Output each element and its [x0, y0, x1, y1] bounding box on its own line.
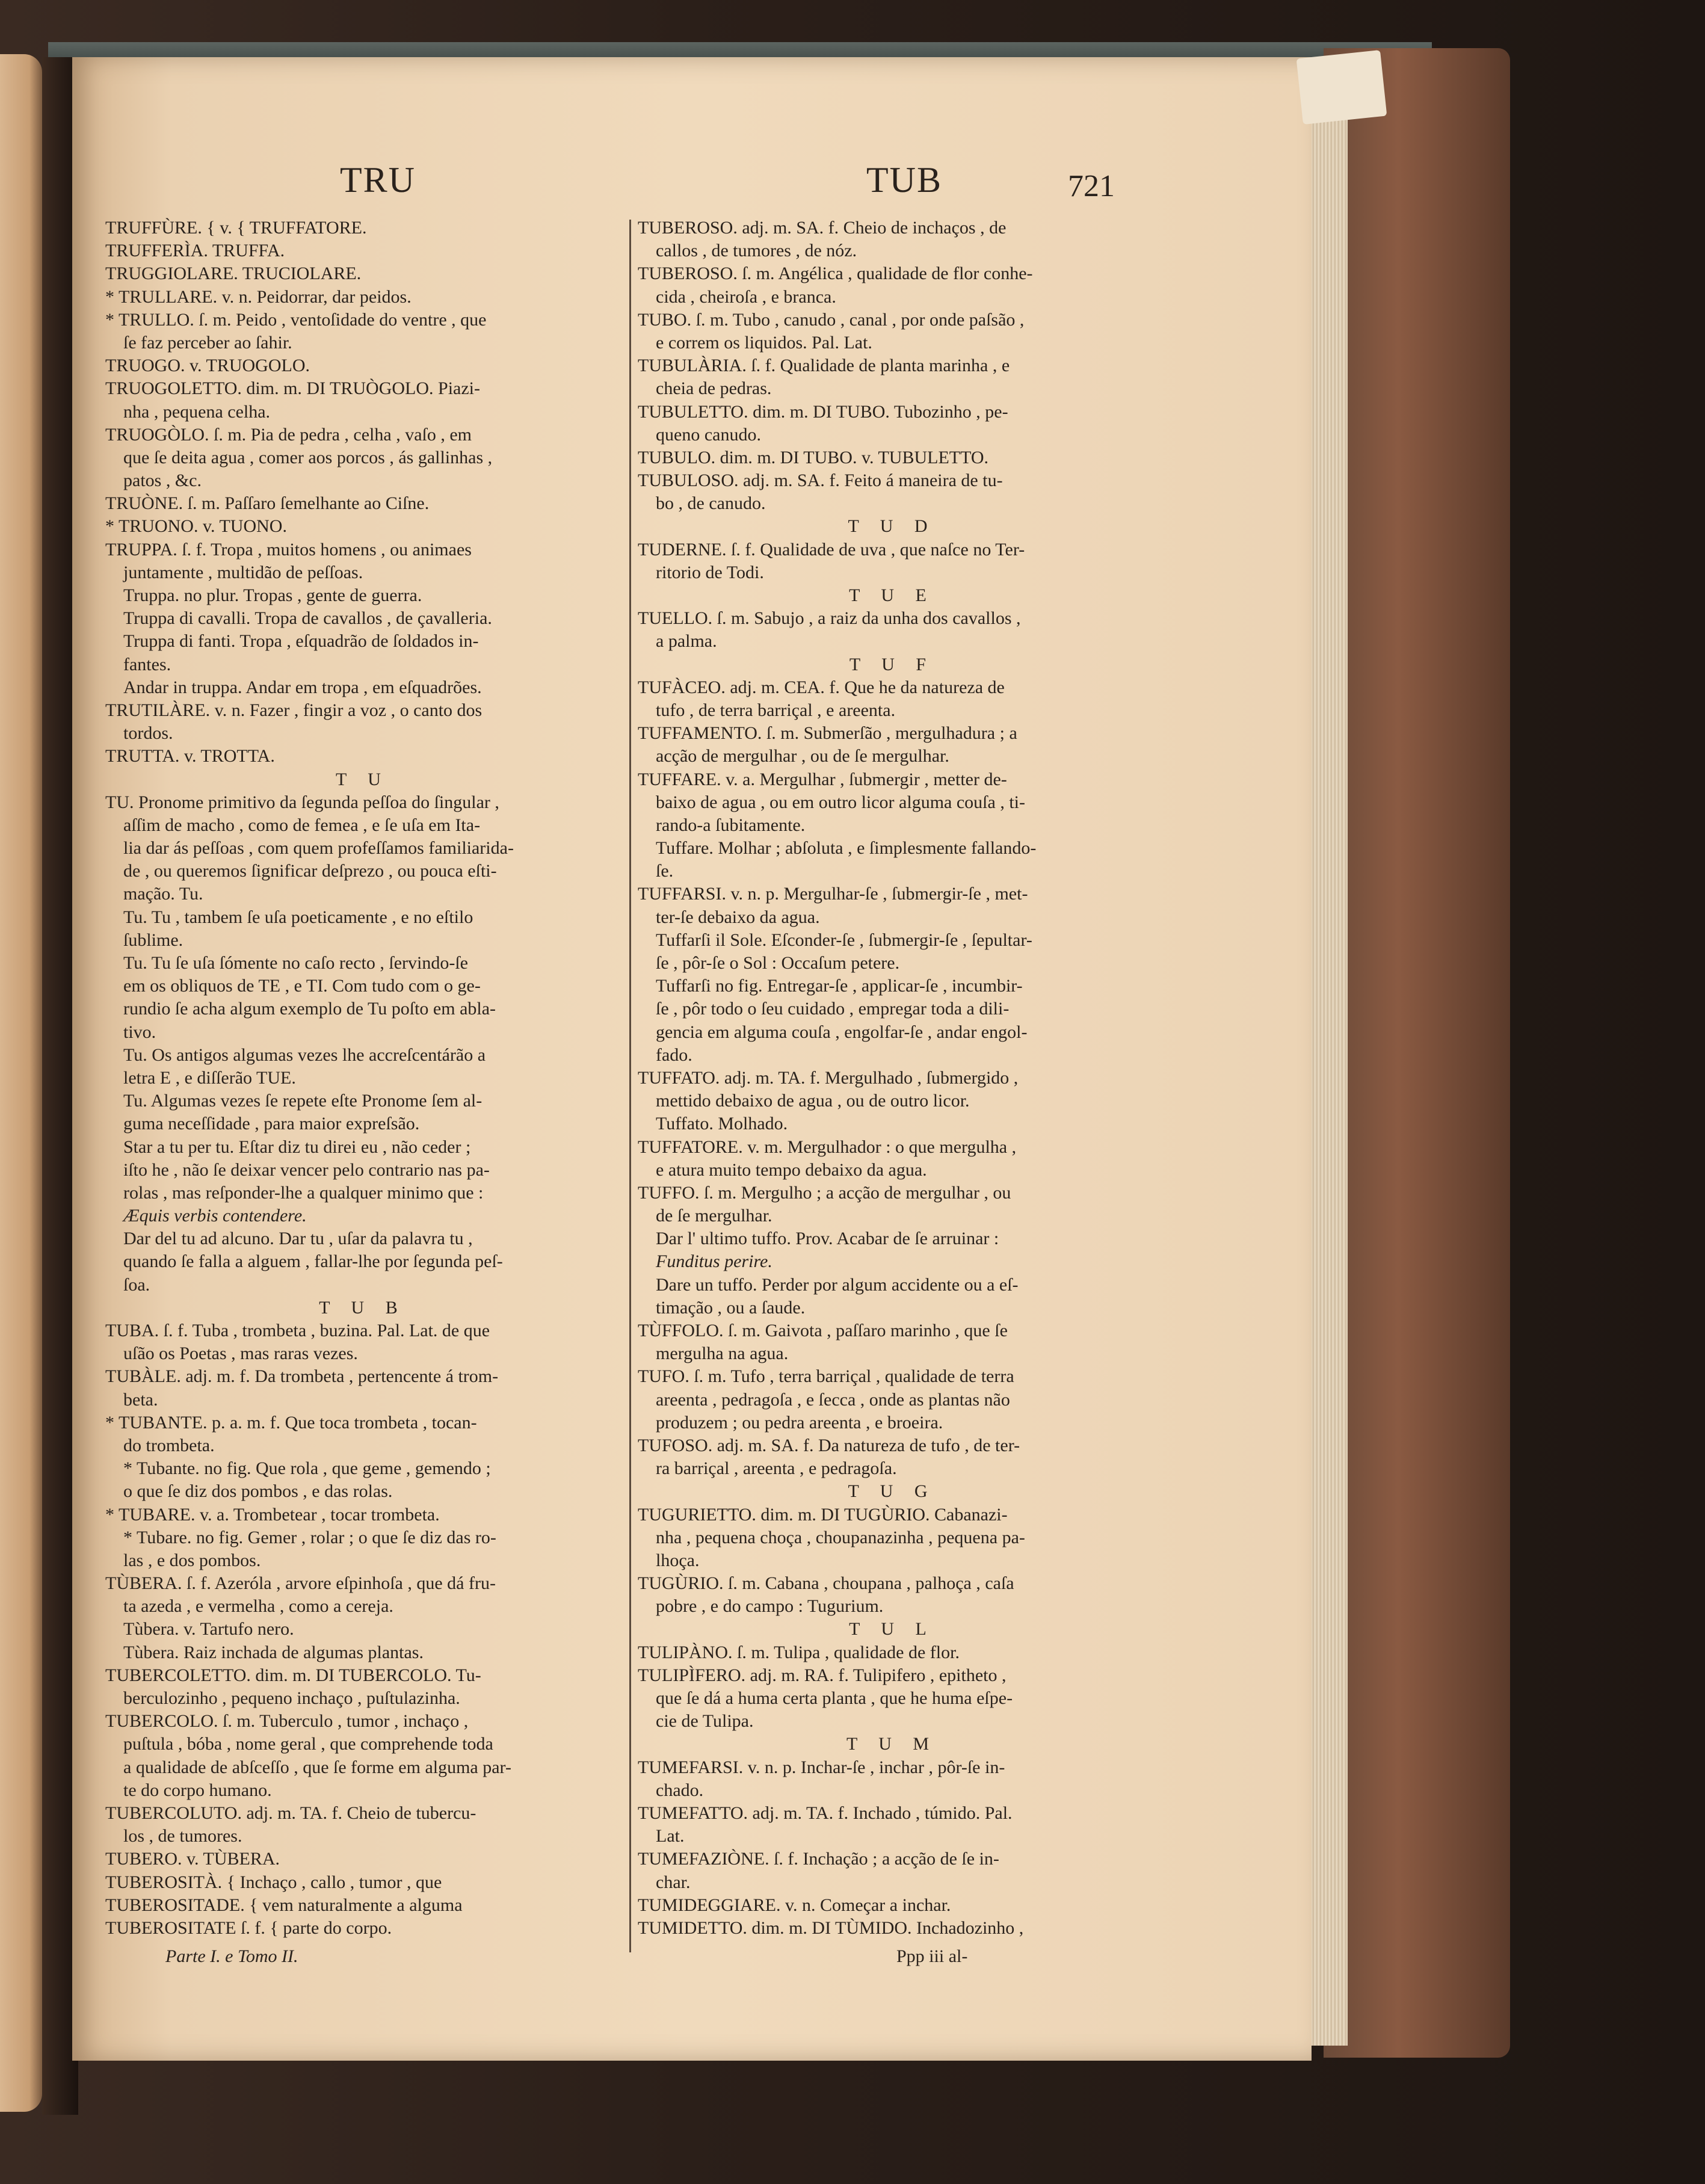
- dictionary-line: e atura muito tempo debaixo da agua.: [656, 1159, 927, 1180]
- dictionary-line: TRUFFÙRE. { v. { TRUFFATORE.: [105, 218, 367, 238]
- book-cover-board: [1324, 48, 1510, 2058]
- dictionary-line: TUFOSO. adj. m. SA. f. Da natureza de tufo , de ter-: [638, 1435, 1020, 1455]
- dictionary-line: TULIPÀNO. ſ. m. Tulipa , qualidade de flor.: [638, 1642, 960, 1662]
- dictionary-line: tordos.: [123, 723, 173, 744]
- section-heading: T U D: [848, 516, 936, 537]
- dictionary-line: TU. Pronome primitivo da ſegunda peſſoa do ſingular ,: [105, 792, 499, 812]
- dictionary-line: TRUOGO. v. TRUOGOLO.: [105, 356, 310, 376]
- dictionary-line: * TRULLARE. v. n. Peidorrar, dar peidos.: [105, 286, 412, 307]
- dictionary-line: TUFFO. ſ. m. Mergulho ; a acção de mergulhar , ou: [638, 1182, 1011, 1203]
- dictionary-line: TUFFARE. v. a. Mergulhar , ſubmergir , metter de-: [638, 769, 1007, 789]
- dictionary-line: beta.: [123, 1389, 158, 1410]
- dictionary-line: quando ſe falla a alguem , fallar-lhe por ſegunda peſ-: [123, 1251, 503, 1272]
- dictionary-line: lhoça.: [656, 1550, 700, 1570]
- dictionary-line: ra barriçal , areenta , e pedragoſa.: [656, 1458, 897, 1479]
- dictionary-line: TUGURIETTO. dim. m. DI TUGÙRIO. Cabanazi-: [638, 1504, 1008, 1525]
- dictionary-line: TRUOGÒLO. ſ. m. Pia de pedra , celha , vaſo , em: [105, 424, 472, 445]
- dictionary-line: Tuffare. Molhar ; abſoluta , e ſimplesmente fallando-: [656, 838, 1037, 859]
- dictionary-line: TUMIDETTO. dim. m. DI TÙMIDO. Inchadozinho ,: [638, 1917, 1024, 1938]
- dictionary-line: Truppa di fanti. Tropa , eſquadrão de ſoldados in-: [123, 631, 479, 652]
- dictionary-line: TUMIDEGGIARE. v. n. Começar a inchar.: [638, 1895, 951, 1915]
- dictionary-line: TRUFFERÌA. TRUFFA.: [105, 241, 285, 261]
- dictionary-line: Tu. Tu , tambem ſe uſa poeticamente , e no eſtilo: [123, 907, 473, 927]
- dictionary-line: ſe , pôr-ſe o Sol : Occaſum petere.: [656, 953, 900, 973]
- dictionary-line: a qualidade de abſceſſo , que ſe forme em alguma par-: [123, 1757, 511, 1777]
- dictionary-line: Truppa. no plur. Tropas , gente de guerra.: [123, 585, 422, 605]
- left-column: [105, 217, 620, 1940]
- dictionary-line: de ſe mergulhar.: [656, 1206, 772, 1226]
- dictionary-line: areenta , pedragoſa , e ſecca , onde as plantas não: [656, 1389, 1010, 1410]
- signature-mark: Parte I. e Tomo II.: [165, 1946, 298, 1966]
- dictionary-line: ſe , pôr todo o ſeu cuidado , empregar toda a dili-: [656, 999, 1010, 1019]
- dictionary-line: * Tubante. no fig. Que rola , que geme , gemendo ;: [123, 1458, 491, 1479]
- dictionary-line: Æquis verbis contendere.: [123, 1206, 307, 1226]
- dictionary-line: TUFFATORE. v. m. Mergulhador : o que mergulha ,: [638, 1137, 1017, 1157]
- dictionary-line: aſſim de macho , como de femea , e ſe uſa em Ita-: [123, 815, 481, 835]
- dictionary-line: * Tubare. no fig. Gemer , rolar ; o que ſe diz das ro-: [123, 1527, 496, 1547]
- dictionary-line: TÙBERA. ſ. f. Azeróla , arvore eſpinhoſa , que dá fru-: [105, 1573, 496, 1594]
- dictionary-line: ſoa.: [123, 1274, 150, 1295]
- dictionary-line: rolas , mas reſponder-lhe a qualquer minimo que :: [123, 1182, 484, 1203]
- dictionary-line: Tu. Algumas vezes ſe repete eſte Pronome ſem al-: [123, 1091, 483, 1111]
- dictionary-line: baixo de agua , ou em outro licor alguma couſa , ti-: [656, 792, 1025, 812]
- dictionary-line: chado.: [656, 1780, 704, 1800]
- dictionary-line: Tùbera. v. Tartufo nero.: [123, 1619, 294, 1640]
- section-heading: T U M: [846, 1734, 938, 1754]
- dictionary-line: te do corpo humano.: [123, 1780, 272, 1800]
- dictionary-line: e correm os liquidos. Pal. Lat.: [656, 332, 872, 353]
- section-heading: T U L: [849, 1619, 935, 1640]
- dictionary-line: nha , pequena celha.: [123, 401, 271, 422]
- dictionary-line: cie de Tulipa.: [656, 1711, 754, 1732]
- dictionary-line: do trombeta.: [123, 1435, 215, 1455]
- dictionary-line: de , ou queremos ſignificar deſprezo , ou pouca eſti-: [123, 861, 497, 881]
- dictionary-line: TUBERCOLO. ſ. m. Tuberculo , tumor , inchaço ,: [105, 1711, 469, 1732]
- dictionary-line: TUBEROSO. adj. m. SA. f. Cheio de inchaços , de: [638, 218, 1007, 238]
- dictionary-line: TULIPÌFERO. adj. m. RA. f. Tulipifero , epitheto ,: [638, 1665, 1007, 1685]
- dictionary-line: TUFFARSI. v. n. p. Mergulhar-ſe , ſubmergir-ſe , met-: [638, 884, 1028, 904]
- dictionary-line: las , e dos pombos.: [123, 1550, 261, 1570]
- dictionary-line: ſe.: [656, 861, 674, 881]
- dictionary-line: Funditus perire.: [656, 1251, 772, 1272]
- dictionary-line: ritorio de Todi.: [656, 562, 764, 582]
- dictionary-line: mergulha na agua.: [656, 1343, 789, 1364]
- dictionary-line: TUFÀCEO. adj. m. CEA. f. Que he da natureza de: [638, 677, 1005, 697]
- dictionary-line: que ſe deita agua , comer aos porcos , ás gallinhas ,: [123, 447, 493, 467]
- dictionary-line: fantes.: [123, 654, 171, 674]
- dictionary-line: Dar l' ultimo tuffo. Prov. Acabar de ſe arruinar :: [656, 1229, 999, 1249]
- dictionary-line: juntamente , multidão de peſſoas.: [123, 562, 363, 582]
- dictionary-line: tivo.: [123, 1022, 156, 1042]
- running-head-left: TRU: [340, 160, 416, 200]
- section-heading: T U F: [849, 654, 935, 674]
- dictionary-line: los , de tumores.: [123, 1826, 242, 1846]
- dictionary-line: TUBERO. v. TÙBERA.: [105, 1849, 280, 1869]
- dictionary-line: letra E , e diſſerão TUE.: [123, 1067, 296, 1088]
- dictionary-line: TUGÙRIO. ſ. m. Cabana , choupana , palhoça , caſa: [638, 1573, 1014, 1594]
- dictionary-line: acção de mergulhar , ou de ſe mergulhar.: [656, 746, 949, 767]
- dictionary-line: pobre , e do campo : Tugurium.: [656, 1596, 884, 1617]
- dictionary-line: TUBULOSO. adj. m. SA. f. Feito á maneira de tu-: [638, 470, 1003, 491]
- dictionary-line: Tùbera. Raiz inchada de algumas plantas.: [123, 1642, 424, 1662]
- dictionary-line: TRUGGIOLARE. TRUCIOLARE.: [105, 264, 362, 284]
- dictionary-line: TUDERNE. ſ. f. Qualidade de uva , que naſce no Ter-: [638, 539, 1025, 560]
- dictionary-line: TUFFAMENTO. ſ. m. Submerſão , mergulhadura ; a: [638, 723, 1017, 744]
- dictionary-line: TUFO. ſ. m. Tufo , terra barriçal , qualidade de terra: [638, 1366, 1014, 1387]
- dictionary-line: TUBEROSO. ſ. m. Angélica , qualidade de flor conhe-: [638, 264, 1033, 284]
- dictionary-line: iſto he , não ſe deixar vencer pelo contrario nas pa-: [123, 1159, 490, 1180]
- paper-tab: [1296, 50, 1387, 125]
- dictionary-line: TRUOGOLETTO. dim. m. DI TRUÒGOLO. Piazi-: [105, 378, 480, 399]
- dictionary-line: TRUÒNE. ſ. m. Paſſaro ſemelhante ao Ciſne.: [105, 493, 430, 514]
- dictionary-line: mettido debaixo de agua , ou de outro licor.: [656, 1091, 970, 1111]
- dictionary-line: TUMEFATTO. adj. m. TA. f. Inchado , túmido. Pal.: [638, 1803, 1013, 1823]
- dictionary-line: que ſe dá a huma certa planta , que he huma eſpe-: [656, 1688, 1013, 1708]
- dictionary-line: * TRULLO. ſ. m. Peido , ventoſidade do ventre , que: [105, 309, 487, 330]
- dictionary-line: TUMEFAZIÒNE. ſ. f. Inchação ; a acção de ſe in-: [638, 1849, 999, 1869]
- dictionary-line: uſão os Poetas , mas raras vezes.: [123, 1343, 358, 1364]
- dictionary-line: berculozinho , pequeno inchaço , puſtulazinha.: [123, 1688, 460, 1708]
- dictionary-line: Dar del tu ad alcuno. Dar tu , uſar da palavra tu ,: [123, 1229, 473, 1249]
- dictionary-line: rundio ſe acha algum exemplo de Tu poſto em abla-: [123, 999, 496, 1019]
- dictionary-line: TUBEROSITÀ. { Inchaço , callo , tumor , que: [105, 1872, 442, 1892]
- dictionary-line: * TRUONO. v. TUONO.: [105, 516, 287, 537]
- dictionary-line: TUMEFARSI. v. n. p. Inchar-ſe , inchar , pôr-ſe in-: [638, 1757, 1005, 1777]
- dictionary-line: mação. Tu.: [123, 884, 203, 904]
- dictionary-line: TUBULO. dim. m. DI TUBO. v. TUBULETTO.: [638, 447, 989, 467]
- dictionary-line: rando-a ſubitamente.: [656, 815, 806, 835]
- left-page-edge: [0, 54, 42, 2112]
- dictionary-line: guma neceſſidade , para maior expreſsão.: [123, 1114, 420, 1134]
- section-heading: T U: [336, 769, 389, 789]
- dictionary-line: Tuffarſi no fig. Entregar-ſe , applicar-ſe , incumbir-: [656, 976, 1023, 996]
- dictionary-line: TUELLO. ſ. m. Sabujo , a raiz da unha dos cavallos ,: [638, 608, 1021, 629]
- dictionary-line: ſublime.: [123, 930, 183, 950]
- dictionary-line: Truppa di cavalli. Tropa de cavallos , de çavalleria.: [123, 608, 492, 629]
- section-heading: T U B: [319, 1297, 406, 1318]
- dictionary-line: o que ſe diz dos pombos , e das rolas.: [123, 1481, 393, 1502]
- dictionary-line: lia dar ás peſſoas , com quem profeſſamos familiarida-: [123, 838, 514, 859]
- dictionary-line: TUBA. ſ. f. Tuba , trombeta , buzina. Pal. Lat. de que: [105, 1321, 490, 1340]
- dictionary-line: TUBULÀRIA. ſ. f. Qualidade de planta marinha , e: [638, 356, 1010, 376]
- dictionary-line: * TUBARE. v. a. Trombetear , tocar trombeta.: [105, 1504, 440, 1525]
- dictionary-line: patos , &c.: [123, 470, 202, 491]
- dictionary-line: TUBEROSITATE ſ. f. { parte do corpo.: [105, 1917, 392, 1938]
- page-number: 721: [1068, 169, 1115, 203]
- dictionary-line: TUBEROSITADE. { vem naturalmente a alguma: [105, 1895, 463, 1915]
- dictionary-line: TÙFFOLO. ſ. m. Gaivota , paſſaro marinho , que ſe: [638, 1321, 1008, 1340]
- dictionary-line: ter-ſe debaixo da agua.: [656, 907, 820, 927]
- dictionary-line: Tu. Tu ſe uſa ſómente no caſo recto , ſervindo-ſe: [123, 953, 468, 973]
- dictionary-line: queno canudo.: [656, 424, 761, 445]
- dictionary-line: TUBERCOLETTO. dim. m. DI TUBERCOLO. Tu-: [105, 1665, 481, 1685]
- dictionary-line: Star a tu per tu. Eſtar diz tu direi eu , não ceder ;: [123, 1137, 471, 1157]
- dictionary-line: fado.: [656, 1044, 692, 1065]
- right-column: [638, 217, 1146, 1940]
- dictionary-line: a palma.: [656, 631, 717, 652]
- dictionary-line: Lat.: [656, 1826, 685, 1846]
- dictionary-line: bo , de canudo.: [656, 493, 766, 514]
- dictionary-line: produzem ; ou pedra areenta , e broeira.: [656, 1412, 943, 1433]
- running-head-right: TUB: [866, 160, 942, 200]
- dictionary-line: puſtula , bóba , nome geral , que comprehende toda: [123, 1734, 493, 1754]
- dictionary-line: Tuffarſi il Sole. Eſconder-ſe , ſubmergir-ſe , ſepultar-: [656, 930, 1032, 950]
- dictionary-line: * TUBANTE. p. a. m. f. Que toca trombeta , tocan-: [105, 1412, 477, 1433]
- dictionary-line: tufo , de terra barriçal , e areenta.: [656, 700, 896, 720]
- dictionary-line: Tuffato. Molhado.: [656, 1114, 788, 1134]
- dictionary-line: TUBULETTO. dim. m. DI TUBO. Tubozinho , pe-: [638, 401, 1008, 422]
- dictionary-line: TUFFATO. adj. m. TA. f. Mergulhado , ſubmergido ,: [638, 1067, 1019, 1088]
- dictionary-line: TUBO. ſ. m. Tubo , canudo , canal , por onde paſsão ,: [638, 309, 1025, 330]
- dictionary-line: cida , cheiroſa , e branca.: [656, 286, 836, 307]
- dictionary-line: gencia em alguma couſa , engolfar-ſe , andar engol-: [656, 1022, 1028, 1042]
- dictionary-line: TRUPPA. ſ. f. Tropa , muitos homens , ou animaes: [105, 539, 472, 560]
- dictionary-line: TUBERCOLUTO. adj. m. TA. f. Cheio de tubercu-: [105, 1803, 476, 1823]
- section-heading: T U G: [848, 1481, 936, 1502]
- dictionary-line: ta azeda , e vermelha , como a cereja.: [123, 1596, 393, 1617]
- dictionary-line: Tu. Os antigos algumas vezes lhe accreſcentárão a: [123, 1044, 486, 1065]
- dictionary-line: timação , ou a ſaude.: [656, 1297, 806, 1318]
- dictionary-line: char.: [656, 1872, 691, 1892]
- dictionary-line: Dare un tuffo. Perder por algum accidente ou a eſ-: [656, 1274, 1019, 1295]
- catchword-footer: Ppp iii al-: [896, 1946, 968, 1966]
- dictionary-line: callos , de tumores , de nóz.: [656, 241, 857, 261]
- dictionary-line: TUBÀLE. adj. m. f. Da trombeta , pertencente á trom-: [105, 1366, 499, 1387]
- dictionary-line: Andar in truppa. Andar em tropa , em eſquadrões.: [123, 677, 482, 697]
- dictionary-line: em os obliquos de TE , e TI. Com tudo com o ge-: [123, 976, 481, 996]
- dictionary-line: ſe faz perceber ao ſahir.: [123, 332, 292, 353]
- dictionary-line: TRUTILÀRE. v. n. Fazer , fingir a voz , o canto dos: [105, 700, 483, 720]
- dictionary-line: TRUTTA. v. TROTTA.: [105, 746, 275, 767]
- dictionary-line: cheia de pedras.: [656, 378, 772, 399]
- dictionary-line: nha , pequena choça , choupanazinha , pequena pa-: [656, 1527, 1025, 1547]
- section-heading: T U E: [849, 585, 935, 605]
- column-divider: [629, 220, 631, 1952]
